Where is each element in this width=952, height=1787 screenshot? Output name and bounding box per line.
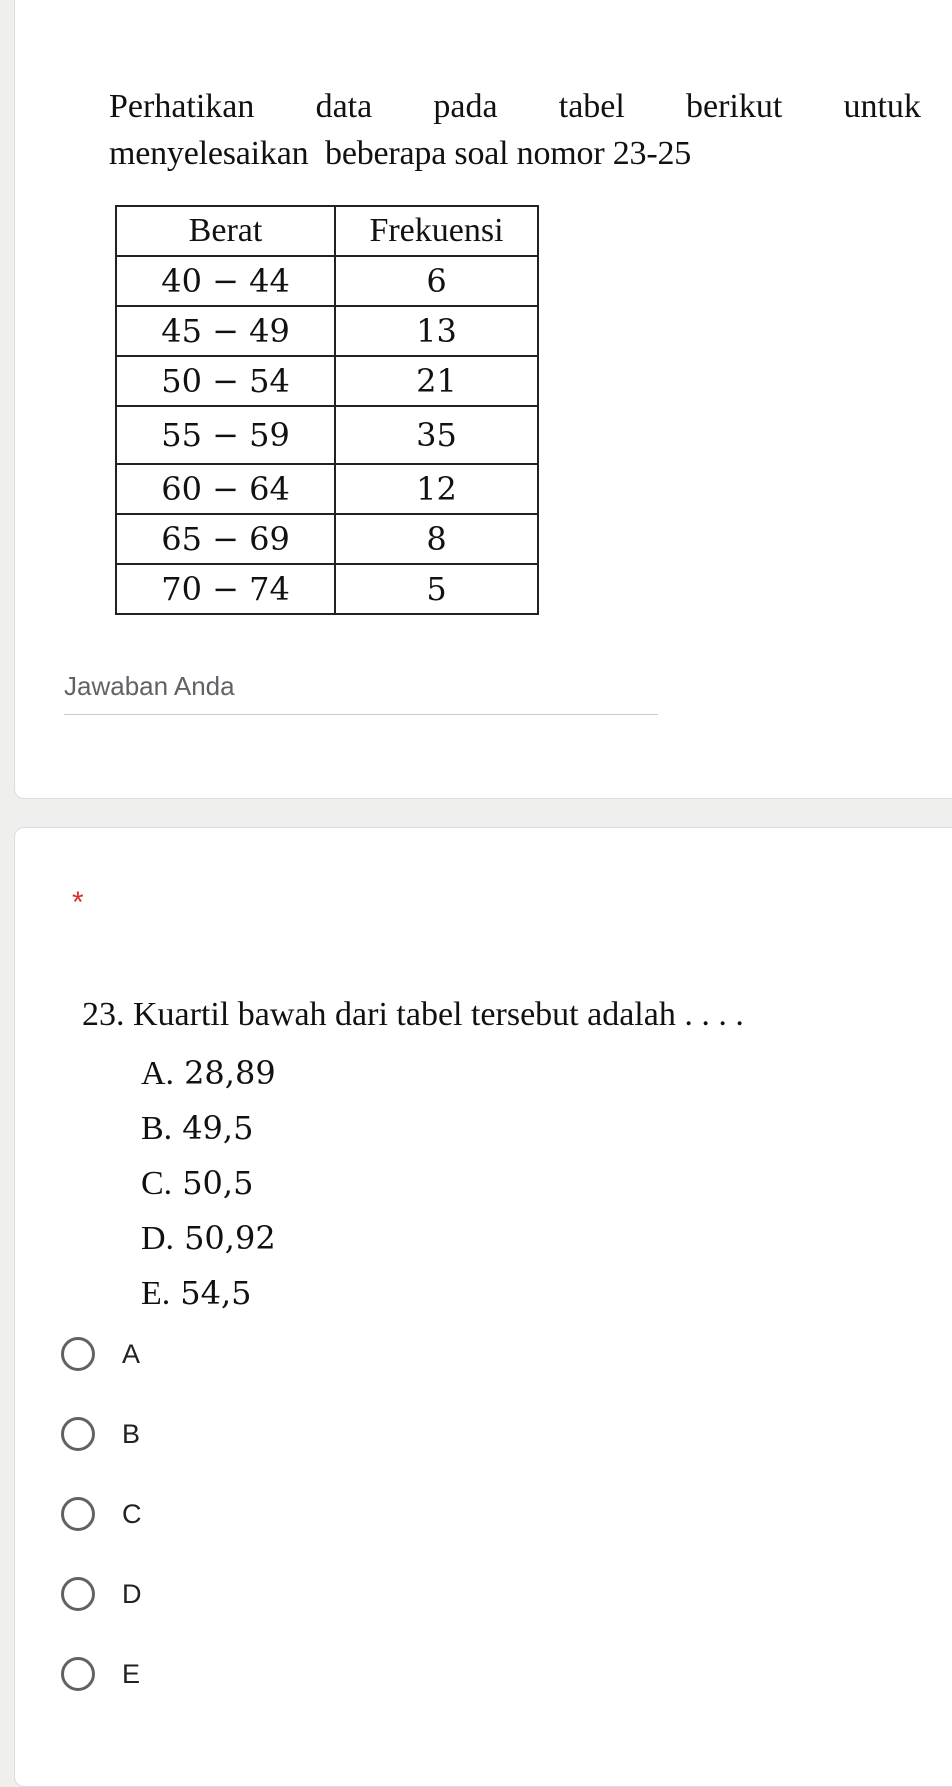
frequency-table <box>115 205 539 615</box>
option-letter: D. <box>141 1220 175 1257</box>
table-cell-frekuensi: 13 <box>335 306 538 356</box>
table-row <box>116 564 538 614</box>
radio-button[interactable] <box>61 1577 95 1611</box>
option-value: 50,5 <box>182 1164 254 1202</box>
question-card-intro <box>14 0 952 799</box>
table-cell-berat: 40 − 44 <box>116 256 335 306</box>
radio-button[interactable] <box>61 1497 95 1531</box>
radio-button[interactable] <box>61 1337 95 1371</box>
radio-button[interactable] <box>61 1417 95 1451</box>
table-cell-berat: 60 − 64 <box>116 464 335 514</box>
table-header-row <box>116 206 538 256</box>
option-letter: A. <box>141 1055 175 1092</box>
option-line <box>141 1101 276 1156</box>
table-cell-berat: 65 − 69 <box>116 514 335 564</box>
table-row <box>116 406 538 464</box>
required-asterisk: * <box>72 886 84 919</box>
table-header-berat: Berat <box>116 206 335 256</box>
intro-line-1 <box>109 83 921 130</box>
radio-label[interactable]: A <box>122 1338 141 1369</box>
option-line <box>141 1046 276 1101</box>
table-cell-frekuensi: 6 <box>335 256 538 306</box>
table-cell-frekuensi: 8 <box>335 514 538 564</box>
option-letter: C. <box>141 1165 173 1202</box>
option-letter: E. <box>141 1275 171 1312</box>
table-cell-berat: 55 − 59 <box>116 406 335 464</box>
answer-underline[interactable] <box>64 714 658 715</box>
table-row <box>116 464 538 514</box>
answer-input[interactable]: Jawaban Anda <box>64 671 235 701</box>
radio-option-e[interactable] <box>61 1657 140 1691</box>
option-line <box>141 1156 276 1211</box>
table-cell-berat: 70 − 74 <box>116 564 335 614</box>
option-line <box>141 1266 276 1321</box>
table-cell-frekuensi: 35 <box>335 406 538 464</box>
intro-word: berikut <box>686 88 783 125</box>
question-card-23 <box>14 827 952 1787</box>
intro-word: data <box>315 88 373 125</box>
radio-label[interactable]: B <box>122 1418 141 1449</box>
intro-text <box>109 83 921 177</box>
table-row <box>116 356 538 406</box>
table-row <box>116 256 538 306</box>
radio-label[interactable]: C <box>122 1498 142 1529</box>
intro-word: Perhatikan <box>109 88 255 125</box>
option-value: 54,5 <box>180 1274 252 1312</box>
radio-button[interactable] <box>61 1657 95 1691</box>
radio-option-d[interactable] <box>61 1577 142 1611</box>
intro-word: untuk <box>843 88 921 125</box>
option-value: 50,92 <box>184 1219 276 1257</box>
table-cell-frekuensi: 12 <box>335 464 538 514</box>
radio-option-c[interactable] <box>61 1497 142 1531</box>
intro-line-2: menyelesaikan beberapa soal nomor 23-25 <box>109 135 692 172</box>
table-cell-berat: 45 − 49 <box>116 306 335 356</box>
table-cell-frekuensi: 5 <box>335 564 538 614</box>
radio-label[interactable]: D <box>122 1578 142 1609</box>
intro-word: tabel <box>558 88 625 125</box>
table-header-frekuensi: Frekuensi <box>335 206 538 256</box>
radio-label[interactable]: E <box>122 1658 141 1689</box>
table-row <box>116 514 538 564</box>
question-text: 23. Kuartil bawah dari tabel tersebut adalah . . . . <box>82 996 744 1033</box>
option-line <box>141 1211 276 1266</box>
option-value: 28,89 <box>184 1054 276 1092</box>
option-value: 49,5 <box>182 1109 254 1147</box>
table-row <box>116 306 538 356</box>
question-options <box>141 1046 276 1321</box>
option-letter: B. <box>141 1110 173 1147</box>
intro-word: pada <box>433 88 498 125</box>
radio-option-b[interactable] <box>61 1417 140 1451</box>
table-cell-frekuensi: 21 <box>335 356 538 406</box>
table-cell-berat: 50 − 54 <box>116 356 335 406</box>
radio-option-a[interactable] <box>61 1337 140 1371</box>
